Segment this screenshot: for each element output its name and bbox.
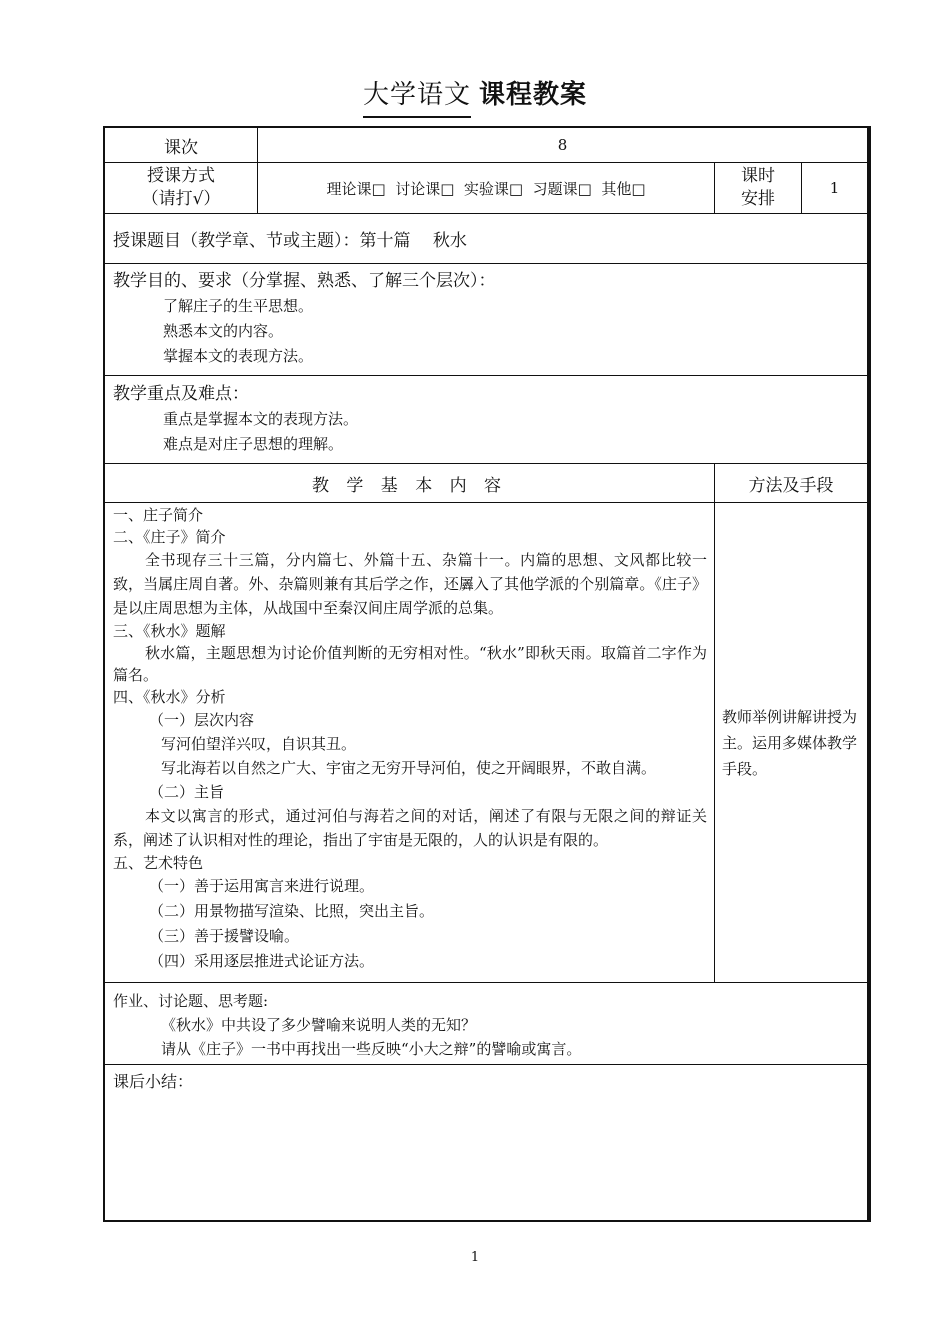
subsection-heading: （二）主旨: [149, 783, 225, 801]
table-shadow-edge: [869, 126, 871, 1222]
section-paragraph: 本文以寓言的形式，通过河伯与海若之间的对话，阐述了有限与无限之间的辩证关系，阐述了认识相对性的理论，指出了宇宙是无限的，人的认识是有限的。: [113, 807, 707, 849]
subsection-text: 写北海若以自然之广大、宇宙之无穷开导河伯，使之开阔眼界，不敢自满。: [161, 759, 657, 777]
subsection-text: 写河伯望洋兴叹，自识其丑。: [161, 735, 357, 753]
summary-label: 课后小结：: [113, 1072, 194, 1091]
goal-item: 熟悉本文的内容。: [163, 322, 284, 340]
document-title: [0, 74, 950, 117]
feature-item: （一）善于运用寓言来进行说理。: [149, 877, 375, 895]
key-point-item: 重点是掌握本文的表现方法。: [163, 410, 359, 428]
row-divider: [103, 263, 869, 264]
section-paragraph: 全书现存三十三篇，分内篇七、外篇十五、杂篇十一。内篇的思想、文风都比较一致，当属庄周自著。外、杂篇则兼有其后学之作，还羼入了其他学派的个别篇章。《庄子》是以庄周思想为主体，从战国中至秦汉间庄周学派的总集。: [113, 551, 707, 617]
col-divider: [714, 463, 715, 982]
lesson-topic: 授课题目（教学章、节或主题）：第十篇 秋水: [113, 231, 467, 251]
key-points-label: 教学重点及难点：: [113, 384, 249, 404]
homework-section: [113, 989, 863, 1063]
row-divider: [103, 982, 869, 983]
teaching-mode-options[interactable]: 理论课□ 讨论课□ 实验课□ 习题课□ 其他□: [326, 179, 646, 198]
page-number: 1: [470, 1250, 480, 1265]
method-text: 教师举例讲解讲授为主。运用多媒体教学手段。: [722, 707, 858, 778]
section-heading: 二、《庄子》简介: [113, 528, 226, 546]
summary-section[interactable]: [113, 1069, 863, 1219]
class-hours-label: [715, 163, 801, 213]
key-point-item: 难点是对庄子思想的理解。: [163, 435, 344, 453]
class-hours-label-line2: 安排: [741, 189, 775, 209]
lesson-value: 8: [557, 136, 568, 154]
teaching-mode-label-line1: 授课方式: [147, 166, 215, 186]
teaching-goals-section: [113, 268, 863, 373]
goal-item: 掌握本文的表现方法。: [163, 347, 314, 365]
section-heading: 一、庄子简介: [113, 506, 204, 524]
section-heading: 三、《秋水》题解: [113, 622, 226, 640]
homework-item: 请从《庄子》一书中再找出一些反映“小大之辩”的譬喻或寓言。: [161, 1040, 582, 1058]
section-heading: 五、艺术特色: [113, 854, 204, 872]
key-points-section: [113, 381, 863, 461]
feature-item: （三）善于援譬设喻。: [149, 927, 300, 945]
row-divider: [103, 1064, 869, 1065]
class-hours-label-line1: 课时: [741, 166, 775, 186]
method-column-header: 方法及手段: [748, 475, 834, 496]
subsection-heading: （一）层次内容: [149, 711, 255, 729]
section-paragraph: 秋水篇，主题思想为讨论价值判断的无穷相对性。“秋水”即秋天雨。取篇首二字作为篇名。: [113, 644, 707, 684]
title-course-name: 大学语文: [363, 80, 471, 118]
teaching-mode-label-line2: （请打√）: [141, 189, 221, 209]
feature-item: （二）用景物描写渲染、比照，突出主旨。: [149, 902, 435, 920]
title-doc-type: 课程教案: [479, 80, 588, 110]
class-hours-value: 1: [829, 179, 840, 197]
method-cell: [722, 503, 862, 982]
teaching-goals-label: 教学目的、要求（分掌握、熟悉、了解三个层次）：: [113, 271, 496, 291]
feature-item: （四）采用逐层推进式论证方法。: [149, 952, 375, 970]
goal-item: 了解庄子的生平思想。: [163, 297, 314, 315]
content-column-header: 教 学 基 本 内 容: [311, 475, 508, 496]
homework-item: 《秋水》中共设了多少譬喻来说明人类的无知？: [161, 1016, 477, 1034]
homework-label: 作业、讨论题、思考题:: [113, 992, 269, 1010]
row-divider: [103, 375, 869, 376]
section-heading: 四、《秋水》分析: [113, 688, 226, 706]
lesson-label: 课次: [164, 137, 198, 158]
teaching-content: [113, 504, 707, 982]
teaching-mode-label: [105, 163, 257, 213]
